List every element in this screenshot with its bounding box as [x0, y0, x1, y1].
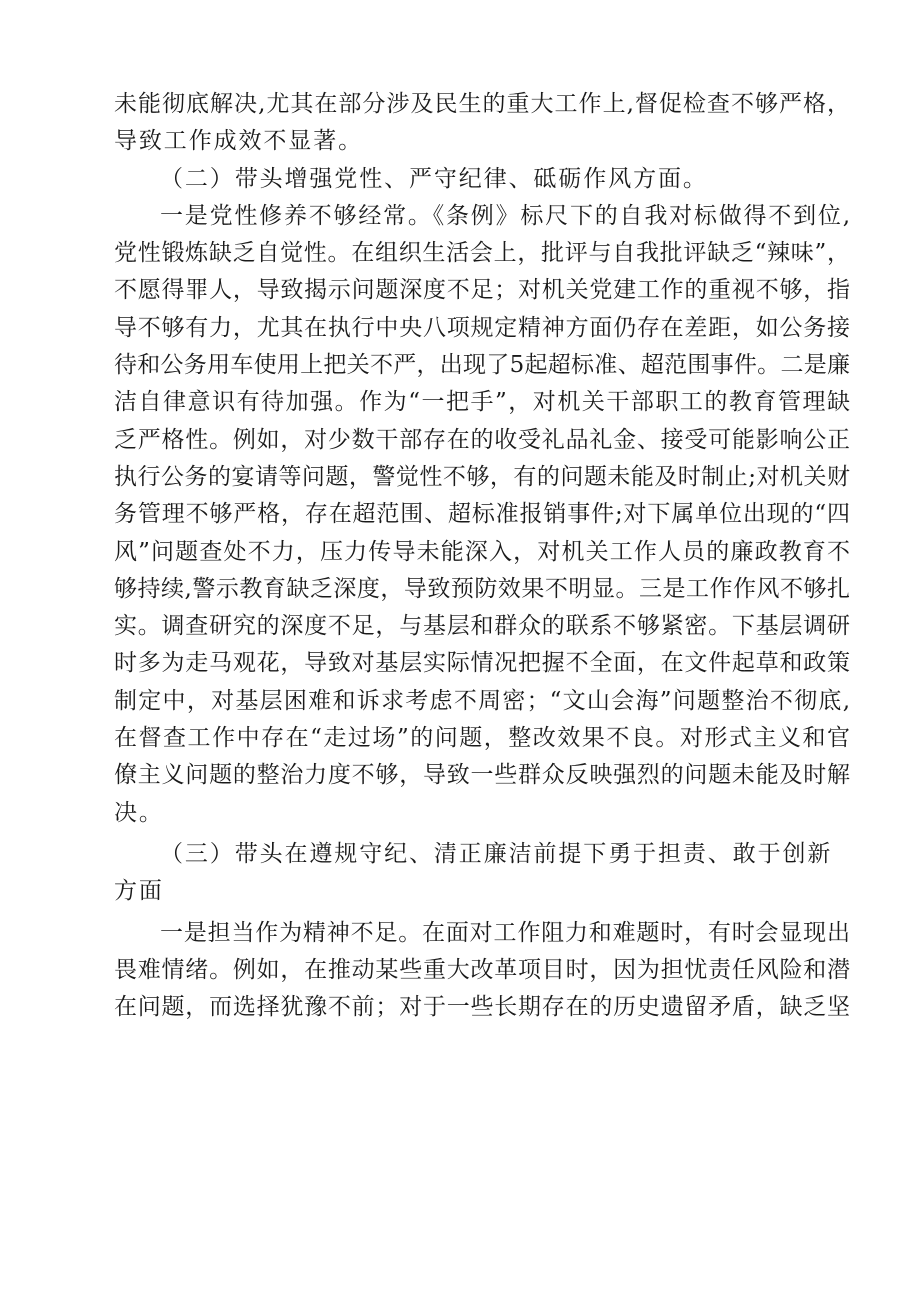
paragraph-line: 导不够有力，尤其在执行中央八项规定精神方面仍存在差距，如公务接: [114, 314, 850, 341]
paragraph-line: 未能彻底解决,尤其在部分涉及民生的重大工作上,督促检查不够严格，: [114, 91, 850, 117]
paragraph-line: 导致工作成效不显著。: [114, 128, 363, 155]
paragraph-line: 乏严格性。例如，对少数干部存在的收受礼品礼金、接受可能影响公正: [114, 426, 850, 453]
paragraph-line: 洁自律意识有待加强。作为“一把手”，对机关干部职工的教育管理缺: [114, 389, 850, 416]
paragraph-line: 决。: [114, 799, 164, 826]
paragraph-line: 一是党性修养不够经常。《条例》标尺下的自我对标做得不到位,: [160, 202, 850, 229]
paragraph-line: 执行公务的宴请等问题，警觉性不够，有的问题未能及时制止;对机关财: [114, 463, 850, 490]
section-heading-3: （三）带头在遵规守纪、清正廉洁前提下勇于担责、敢于创新: [160, 840, 833, 867]
paragraph-line: 一是担当作为精神不足。在面对工作阻力和难题时，有时会显现出: [160, 919, 850, 946]
paragraph-line: 时多为走马观花，导致对基层实际情况把握不全面，在文件起草和政策: [114, 650, 850, 677]
paragraph-line: 实。调查研究的深度不足，与基层和群众的联系不够紧密。下基层调研: [114, 613, 850, 640]
paragraph-line: 畏难情绪。例如，在推动某些重大改革项目时，因为担忧责任风险和潜: [114, 956, 850, 983]
paragraph-line: 务管理不够严格，存在超范围、超标准报销事件;对下属单位出现的“四: [114, 501, 850, 528]
paragraph-line: 待和公务用车使用上把关不严，出现了5起超标准、超范围事件。二是廉: [114, 352, 850, 379]
paragraph-line: 在问题，而选择犹豫不前；对于一些长期存在的历史遗留矛盾，缺乏坚: [114, 994, 850, 1021]
paragraph-line: 风”问题查处不力，压力传导未能深入，对机关工作人员的廉政教育不: [114, 538, 850, 565]
paragraph-line: 党性锻炼缺乏自觉性。在组织生活会上，批评与自我批评缺乏“辣味”，: [114, 240, 850, 267]
document-body: [114, 86, 850, 1026]
paragraph-line: 够持续,警示教育缺乏深度，导致预防效果不明显。三是工作作风不够扎: [114, 575, 850, 602]
paragraph-line: 僚主义问题的整治力度不够，导致一些群众反映强烈的问题未能及时解: [114, 762, 850, 789]
paragraph-line: 制定中，对基层困难和诉求考虑不周密；“文山会海”问题整治不彻底,: [114, 687, 850, 714]
section-heading-2: （二）带头增强党性、严守纪律、砥砺作风方面。: [160, 165, 708, 192]
paragraph-line: 不愿得罪人，导致揭示问题深度不足；对机关党建工作的重视不够，指: [114, 277, 850, 304]
section-heading-3-continued: 方面: [114, 878, 164, 905]
paragraph-line: 在督查工作中存在“走过场”的问题，整改效果不良。对形式主义和官: [114, 725, 850, 752]
